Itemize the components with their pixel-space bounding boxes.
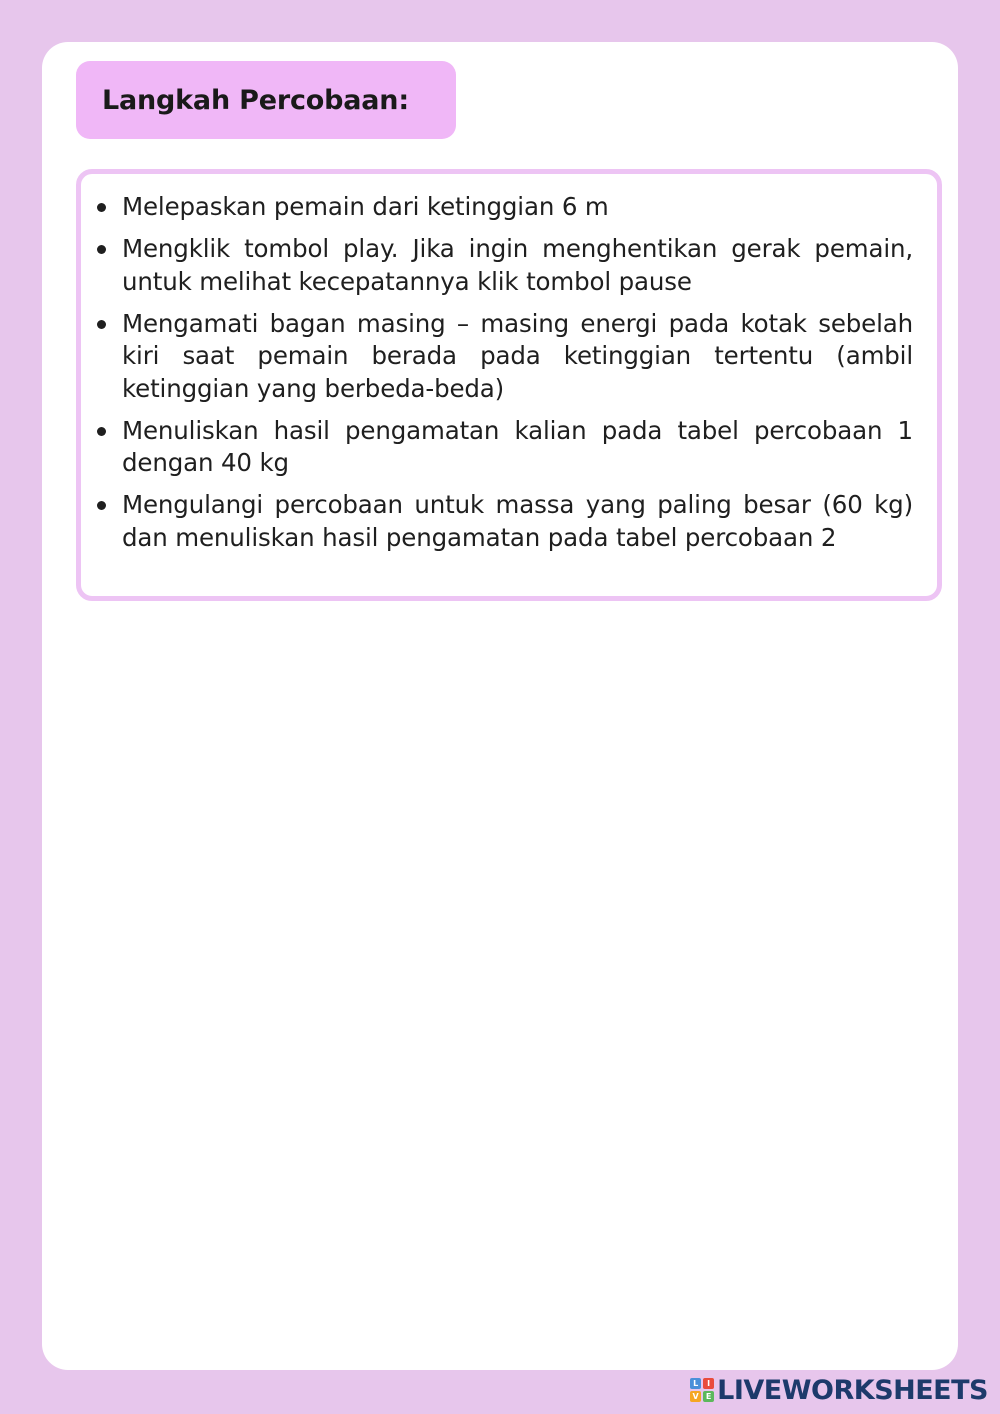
logo-square: V (690, 1391, 701, 1402)
step-item (122, 308, 913, 406)
step-item (122, 415, 913, 480)
logo-text: LIVEWORKSHEETS (717, 1374, 988, 1406)
liveworksheets-logo (690, 1374, 988, 1406)
step-item (122, 191, 913, 224)
steps-box (76, 169, 942, 601)
bullet-icon (97, 501, 106, 510)
step-item (122, 489, 913, 554)
bullet-icon (97, 427, 106, 436)
bullet-icon (97, 245, 106, 254)
logo-square: I (703, 1378, 714, 1389)
section-heading: Langkah Percobaan: (102, 84, 409, 116)
step-text: Mengklik tombol play. Jika ingin menghentikan gerak pemain, untuk melihat kecepatannya klik tombol pause (122, 234, 913, 296)
step-text: Melepaskan pemain dari ketinggian 6 m (122, 192, 609, 221)
bullet-icon (97, 320, 106, 329)
logo-square: E (703, 1391, 714, 1402)
step-text: Mengulangi percobaan untuk massa yang paling besar (60 kg) dan menuliskan hasil pengamatan pada tabel percobaan 2 (122, 490, 913, 552)
bullet-icon (97, 203, 106, 212)
steps-list (81, 191, 913, 554)
step-item (122, 233, 913, 298)
step-text: Mengamati bagan masing – masing energi pada kotak sebelah kiri saat pemain berada pada ketinggian tertentu (ambil ketinggian yang berbeda-beda) (122, 308, 913, 403)
logo-square: L (690, 1378, 701, 1389)
worksheet-card (42, 42, 958, 1370)
step-text: Menuliskan hasil pengamatan kalian pada tabel percobaan 1 dengan 40 kg (122, 415, 913, 477)
logo-mark-icon (690, 1378, 714, 1402)
section-heading-box (76, 61, 456, 139)
